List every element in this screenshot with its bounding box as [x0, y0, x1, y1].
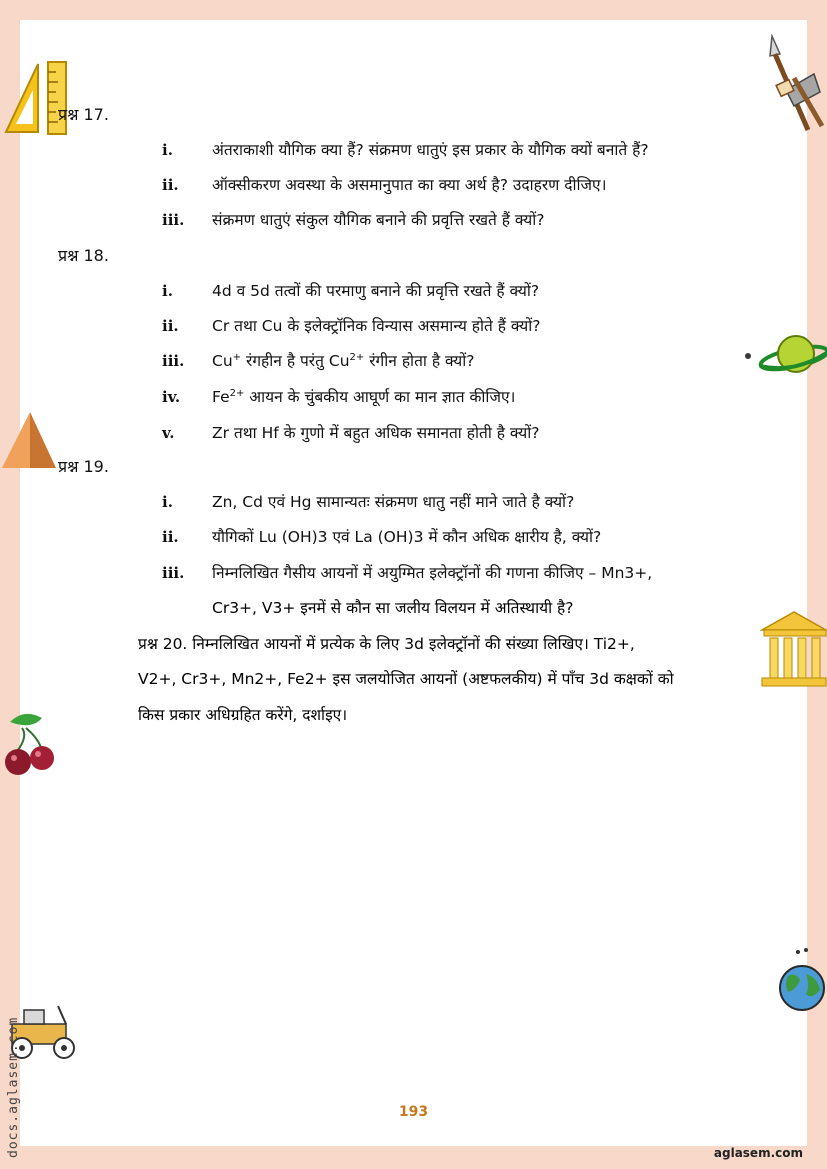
item-text-end: रंगीन होता है क्यों? [364, 352, 475, 370]
q20-line-2: V2+, Cr3+, Mn2+, Fe2+ इस जलयोजित आयनों (अष्टफलकीय) में पाँच 3d कक्षकों को [138, 670, 674, 688]
roman-numeral: i. [162, 282, 173, 300]
question-17-label: प्रश्न 17. [58, 105, 109, 124]
brand-link[interactable]: aglasem.com [713, 1146, 803, 1160]
item-text: अंतराकाशी यौगिक क्या हैं? संक्रमण धातुएं इस प्रकार के यौगिक क्यों बनाते हैं? [212, 141, 649, 159]
q18-item-1 [162, 279, 539, 301]
page-number: 193 [398, 1104, 429, 1120]
item-text: संक्रमण धातुएं संकुल यौगिक बनाने की प्रवृत्ति रखते हैं क्यों? [212, 211, 545, 229]
ion-charge: 2+ [229, 387, 245, 399]
q18-item-2 [162, 314, 540, 336]
item-text: Zr तथा Hf के गुणो में बहुत अधिक समानता होती है क्यों? [212, 424, 540, 442]
q19-item-2 [162, 525, 601, 547]
item-text: निम्नलिखित गैसीय आयनों में अयुग्मित इलेक्ट्रॉनों की गणना कीजिए – Mn3+, [212, 564, 653, 582]
q19-item-1 [162, 490, 574, 512]
spear-tools-icon [764, 34, 827, 136]
question-19-label: प्रश्न 19. [58, 457, 109, 476]
greek-temple-icon [760, 610, 827, 688]
q17-item-2 [162, 173, 607, 195]
q17-item-1 [162, 138, 649, 160]
roman-numeral: iii. [162, 352, 185, 370]
q17-item-3 [162, 208, 544, 230]
side-watermark: docs.aglasem.com [6, 1016, 21, 1158]
planet-saturn-icon [738, 330, 827, 382]
item-text: 4d व 5d तत्वों की परमाणु बनाने की प्रवृत्ति रखते हैं क्यों? [212, 282, 540, 300]
globe-icon [776, 944, 826, 1016]
ion-charge: + [232, 351, 242, 363]
roman-numeral: iii. [162, 211, 185, 229]
q20-line-1: प्रश्न 20. निम्नलिखित आयनों में प्रत्येक के लिए 3d इलेक्ट्रॉनों की संख्या लिखिए। Ti2+, [138, 635, 635, 653]
roman-numeral: v. [162, 424, 175, 442]
roman-numeral: i. [162, 141, 173, 159]
ion-charge: 2+ [349, 351, 365, 363]
item-text: यौगिकों Lu (OH)3 एवं La (OH)3 में कौन अधिक क्षारीय है, क्यों? [212, 528, 602, 546]
roman-numeral: iv. [162, 388, 181, 406]
roman-numeral: ii. [162, 317, 179, 335]
q18-item-4 [162, 385, 515, 407]
q19-item-3-continuation: Cr3+, V3+ इनमें से कौन सा जलीय विलयन में अतिस्थायी है? [212, 599, 574, 617]
roman-numeral: iii. [162, 564, 185, 582]
item-text [212, 388, 515, 406]
item-text: Zn, Cd एवं Hg सामान्यतः संक्रमण धातु नहीं माने जाते है क्यों? [212, 493, 575, 511]
q20-line-3: किस प्रकार अधिग्रहित करेंगे, दर्शाइए। [138, 706, 348, 724]
item-text-end: आयन के चुंबकीय आघूर्ण का मान ज्ञात कीजिए। [244, 388, 516, 406]
ion-symbol: Cu [212, 352, 233, 370]
roman-numeral: ii. [162, 176, 179, 194]
item-text: Cr तथा Cu के इलेक्ट्रॉनिक विन्यास असमान्य होते हैं क्यों? [212, 317, 541, 335]
cherries-icon [2, 708, 58, 780]
item-text: ऑक्सीकरण अवस्था के असमानुपात का क्या अर्थ है? उदाहरण दीजिए। [212, 176, 607, 194]
pyramid-icon [0, 410, 58, 470]
roman-numeral: ii. [162, 528, 179, 546]
question-18-label: प्रश्न 18. [58, 246, 109, 265]
item-text-mid: रंगहीन है परंतु Cu [241, 352, 350, 370]
q19-item-3 [162, 561, 652, 583]
roman-numeral: i. [162, 493, 173, 511]
q18-item-3 [162, 349, 475, 371]
q18-item-5 [162, 421, 539, 443]
ion-symbol: Fe [212, 388, 230, 406]
item-text [212, 352, 475, 370]
